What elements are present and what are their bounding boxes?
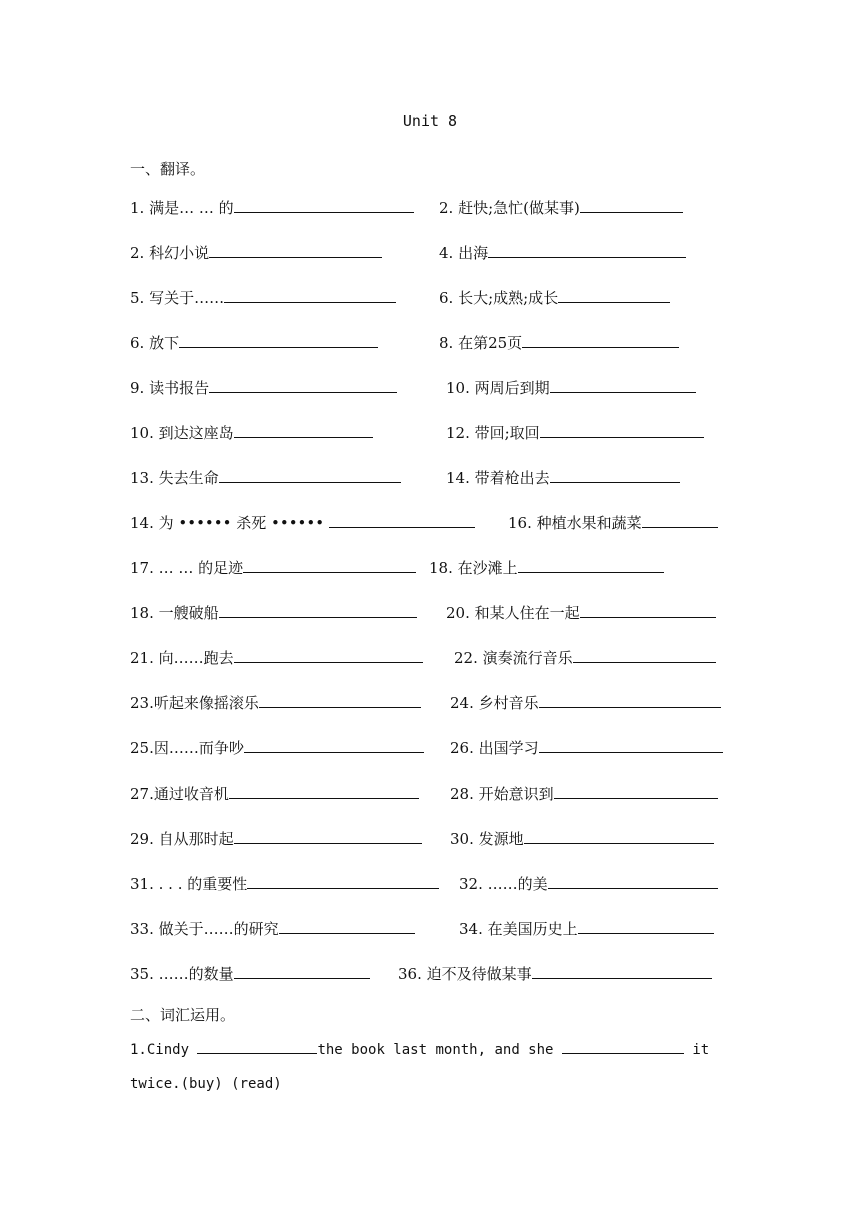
translation-item: 32. ……的美 bbox=[459, 872, 718, 894]
answer-blank[interactable] bbox=[578, 917, 714, 934]
translation-item: 34. 在美国历史上 bbox=[459, 917, 714, 939]
translation-item: 17. … … 的足迹 bbox=[130, 556, 416, 578]
translation-item: 28. 开始意识到 bbox=[450, 782, 718, 804]
translation-item: 30. 发源地 bbox=[450, 827, 714, 849]
translation-item: 9. 读书报告 bbox=[130, 376, 397, 398]
answer-blank[interactable] bbox=[197, 1039, 317, 1054]
answer-blank[interactable] bbox=[234, 962, 370, 979]
translation-item: 26. 出国学习 bbox=[450, 736, 723, 758]
answer-blank[interactable] bbox=[532, 962, 712, 979]
translation-item: 18. 在沙滩上 bbox=[429, 556, 664, 578]
translation-item: 4. 出海 bbox=[439, 241, 686, 263]
answer-blank[interactable] bbox=[550, 466, 680, 483]
answer-blank[interactable] bbox=[234, 421, 373, 438]
translation-item: 22. 演奏流行音乐 bbox=[454, 646, 716, 668]
answer-blank[interactable] bbox=[562, 1039, 684, 1054]
translation-item: 13. 失去生命 bbox=[130, 466, 401, 488]
translation-item: 6. 放下 bbox=[130, 331, 378, 353]
translation-item: 25.因……而争吵 bbox=[130, 736, 424, 758]
translation-item: 24. 乡村音乐 bbox=[450, 691, 721, 713]
answer-blank[interactable] bbox=[548, 872, 718, 889]
section-heading-vocabulary: 二、词汇运用。 bbox=[130, 1006, 236, 1024]
answer-blank[interactable] bbox=[209, 376, 397, 393]
answer-blank[interactable] bbox=[209, 241, 382, 258]
answer-blank[interactable] bbox=[279, 917, 415, 934]
answer-blank[interactable] bbox=[234, 646, 423, 663]
translation-item: 16. 种植水果和蔬菜 bbox=[508, 511, 718, 533]
translation-item: 2. 科幻小说 bbox=[130, 241, 382, 263]
exercise-sentence: 1.Cindy the book last month, and she it twice.(buy) (read) bbox=[130, 1033, 730, 1101]
answer-blank[interactable] bbox=[229, 782, 419, 799]
translation-item: 1. 满是… … 的 bbox=[130, 196, 414, 218]
answer-blank[interactable] bbox=[580, 196, 683, 213]
answer-blank[interactable] bbox=[550, 376, 696, 393]
translation-item: 27.通过收音机 bbox=[130, 782, 419, 804]
answer-blank[interactable] bbox=[247, 872, 439, 889]
answer-blank[interactable] bbox=[243, 556, 416, 573]
answer-blank[interactable] bbox=[642, 511, 718, 528]
translation-item: 12. 带回;取回 bbox=[446, 421, 704, 443]
translation-item: 20. 和某人住在一起 bbox=[446, 601, 716, 623]
page-title: Unit 8 bbox=[402, 112, 458, 130]
answer-blank[interactable] bbox=[539, 736, 723, 753]
answer-blank[interactable] bbox=[488, 241, 686, 258]
translation-item: 31. . . . 的重要性 bbox=[130, 872, 439, 894]
answer-blank[interactable] bbox=[234, 196, 414, 213]
translation-item: 2. 赶快;急忙(做某事) bbox=[439, 196, 683, 218]
translation-item: 29. 自从那时起 bbox=[130, 827, 422, 849]
translation-item: 10. 到达这座岛 bbox=[130, 421, 373, 443]
section-heading-translation: 一、翻译。 bbox=[130, 160, 206, 178]
answer-blank[interactable] bbox=[234, 827, 422, 844]
answer-blank[interactable] bbox=[573, 646, 716, 663]
translation-item: 14. 带着枪出去 bbox=[446, 466, 680, 488]
answer-blank[interactable] bbox=[219, 466, 401, 483]
translation-item: 33. 做关于……的研究 bbox=[130, 917, 415, 939]
answer-blank[interactable] bbox=[518, 556, 664, 573]
translation-item: 5. 写关于…… bbox=[130, 286, 396, 308]
answer-blank[interactable] bbox=[329, 511, 475, 528]
translation-item: 14. 为 •••••• 杀死 •••••• bbox=[130, 511, 475, 533]
translation-item: 36. 迫不及待做某事 bbox=[398, 962, 712, 984]
answer-blank[interactable] bbox=[224, 286, 396, 303]
answer-blank[interactable] bbox=[540, 421, 704, 438]
answer-blank[interactable] bbox=[558, 286, 670, 303]
answer-blank[interactable] bbox=[539, 691, 721, 708]
translation-item: 35. ……的数量 bbox=[130, 962, 370, 984]
translation-item: 10. 两周后到期 bbox=[446, 376, 696, 398]
answer-blank[interactable] bbox=[244, 736, 424, 753]
translation-item: 8. 在第25页 bbox=[439, 331, 679, 353]
answer-blank[interactable] bbox=[580, 601, 716, 618]
translation-item: 21. 向……跑去 bbox=[130, 646, 423, 668]
answer-blank[interactable] bbox=[219, 601, 417, 618]
translation-item: 6. 长大;成熟;成长 bbox=[439, 286, 670, 308]
answer-blank[interactable] bbox=[524, 827, 714, 844]
answer-blank[interactable] bbox=[259, 691, 421, 708]
translation-item: 23.听起来像摇滚乐 bbox=[130, 691, 421, 713]
answer-blank[interactable] bbox=[554, 782, 718, 799]
answer-blank[interactable] bbox=[179, 331, 378, 348]
answer-blank[interactable] bbox=[522, 331, 679, 348]
translation-item: 18. 一艘破船 bbox=[130, 601, 417, 623]
